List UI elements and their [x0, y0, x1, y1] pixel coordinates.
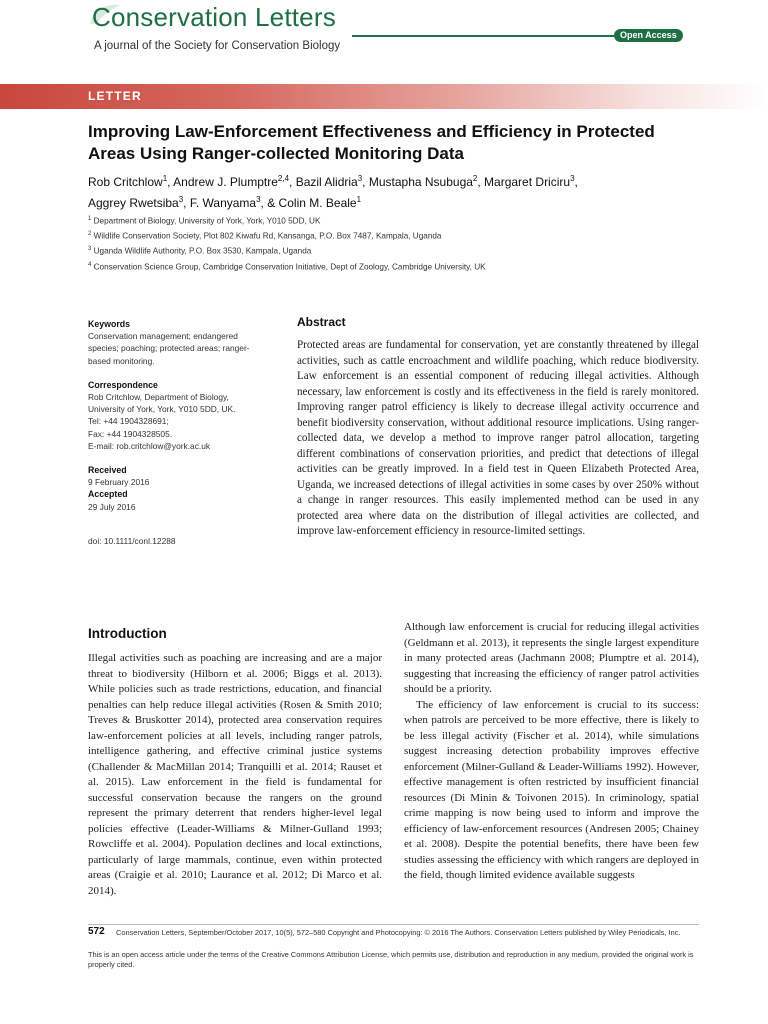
correspondence-label: Correspondence	[88, 379, 158, 390]
affiliation-list	[88, 213, 688, 274]
author: Rob Critchlow$^1$,	[88, 174, 174, 189]
introduction-column-2	[404, 620, 699, 884]
affiliation: $^1$ Department of Biology, University of York, York, Y010 5DD, UK	[88, 216, 321, 226]
correspondence-line: Tel: +44 1904328691;	[88, 416, 169, 427]
correspondence-line: Fax: +44 1904328505.	[88, 428, 173, 439]
author: Aggrey Rwetsiba$^3$,	[88, 195, 190, 210]
open-access-badge: Open Access	[614, 29, 683, 42]
article-title: Improving Law-Enforcement Effectiveness and Efficiency in Protected Areas Using Ranger-collected Monitoring Data	[88, 122, 655, 163]
page-number: 572	[88, 926, 105, 937]
footer-citation: Conservation Letters, September/October 2017, 10(5), 572–580 Copyright and Photocopying: © 2016 The Authors. Conservation Letters published by Wiley Periodicals, Inc.	[116, 928, 681, 937]
author: Bazil Alidria$^3$,	[295, 174, 369, 189]
author-list	[88, 170, 648, 212]
abstract-text: Protected areas are fundamental for conservation, yet are constantly threatened by illegal activities, such as cattle encroachment and wildlife poaching, which reduce biodiversity. Law enforcement is an essential component of reducing illegal activities. Although necessary, law enforcement is costly and its effectiveness in the field is rarely monitored. Improving ranger patrol efficiency is likely to decrease illegal activity occurrence and benefit biodiversity conservation, without additional resource implications. Using ranger-collected data, we develop a method to improve ranger patrol allocation, targeting different combinations of conservation priorities, and predict that detections of illegal activities can be greatly improved. In a field test in Queen Elizabeth Protected Area, Uganda, we increased detections of illegal activities in some cases by over 250% without a change in ranger resources. This easily implemented method can be used in any protected area where data on the distribution of illegal activities are collected, and improve law-enforcement efficiency in resource-limited settings.	[297, 339, 699, 537]
received-label: Received	[88, 465, 127, 476]
author: Mustapha Nsubuga$^2$,	[368, 174, 485, 189]
affiliation: $^4$ Conservation Science Group, Cambridge Conservation Initiative, Dept of Zoology, Cambridge University, UK	[88, 261, 486, 272]
keywords-label: Keywords	[88, 319, 131, 329]
paragraph: Although law enforcement is crucial for reducing illegal activities (Geldmann et al. 2013), it represents the single largest expenditure in many protected areas (Jachmann 2008; Plumptre et al. 2014), suggesting that increasing the efficiency of ranger patrol activities should be a priority.	[404, 621, 699, 695]
doi: doi: 10.1111/conl.12288	[88, 535, 176, 546]
footer-license: This is an open access article under the terms of the Creative Commons Attribution License, which permits use, distribution and reproduction in any medium, provided the original work is properly cited.	[88, 950, 694, 970]
correspondence-email: E-mail: rob.critchlow@york.ac.uk	[88, 440, 211, 451]
correspondence-line: Rob Critchlow, Department of Biology,	[88, 392, 229, 403]
affiliation: $^3$ Uganda Wildlife Authority, P.O. Box 3530, Kampala, Uganda	[88, 246, 312, 257]
accepted-label: Accepted	[88, 489, 128, 500]
article-info-sidebar	[88, 318, 266, 547]
journal-title: Conservation Letters	[92, 2, 336, 32]
affiliation: $^2$ Wildlife Conservation Society, Plot 802 Kiwafu Rd, Kansanga, P.O. Box 7487, Kampala, Uganda	[88, 231, 442, 241]
introduction-column-1: Illegal activities such as poaching are increasing and are a major threat to biodiversity (Hilborn et al. 2006; Biggs et al. 2013). While policies such as trade restrictions, education, and financial penalties can help reduce illegal activities (Rosen & Smith 2010; Treves & Bruskotter 2014), protected area conservation requires law-enforcement policies at all levels, including ranger patrols, intelligence gathering, and effective criminal justice systems (Challender & MacMillan 2014; Tranquilli et al. 2014; Rauset et al. 2015). Law enforcement in the field is fundamental for successful conservation because the rangers on the ground represent the primary deterrent that renders higher-level legal policies effective (Leader-Williams & Milner-Gulland 1993; Rowcliffe et al. 2004). Population declines and local extinctions, particularly of large mammals, continue, even within protected areas (Craigie et al. 2010; Laurance et al. 2012; Di Marco et al. 2014).	[88, 652, 382, 897]
author: Andrew J. Plumptre$^{2,4}$,	[173, 174, 296, 189]
paragraph: The efficiency of law enforcement is crucial to its success: when patrols are perceived to be more effective, there is likely to be less illegal activity (Fischer et al. 2014), while simulations suggest increasing detection probability improves effective enforcement (Milner-Gulland & Leader-Williams 1992). However, effective management is often restricted by insufficient financial resources (Di Minin & Toivonen 2015). In criminology, spatial crime mapping is now being used to inform and improve the efficiency of law-enforcement resources (Andresen 2005; Chainey et al. 2008). Despite the potential benefits, there have been few studies assessing the efficiency with which rangers are deployed in the field, though limited evidence available suggests	[404, 698, 699, 881]
keywords-text: Conservation management; endangered species; poaching; protected areas; ranger-based monitoring.	[88, 331, 250, 366]
received-date: 9 February 2016	[88, 477, 150, 488]
author: Margaret Driciru$^3$,	[484, 174, 578, 189]
author: F. Wanyama$^3$,	[189, 195, 268, 210]
accepted-date: 29 July 2016	[88, 501, 136, 512]
correspondence-line: University of York, York, Y010 5DD, UK.	[88, 404, 236, 415]
journal-subtitle: A journal of the Society for Conservation Biology	[94, 40, 341, 52]
header-rule	[352, 35, 614, 37]
abstract-heading: Abstract	[297, 315, 346, 329]
author: & Colin M. Beale$^1$	[267, 195, 362, 210]
footer-rule	[88, 924, 699, 925]
section-label: LETTER	[88, 89, 142, 103]
introduction-heading: Introduction	[88, 626, 167, 641]
